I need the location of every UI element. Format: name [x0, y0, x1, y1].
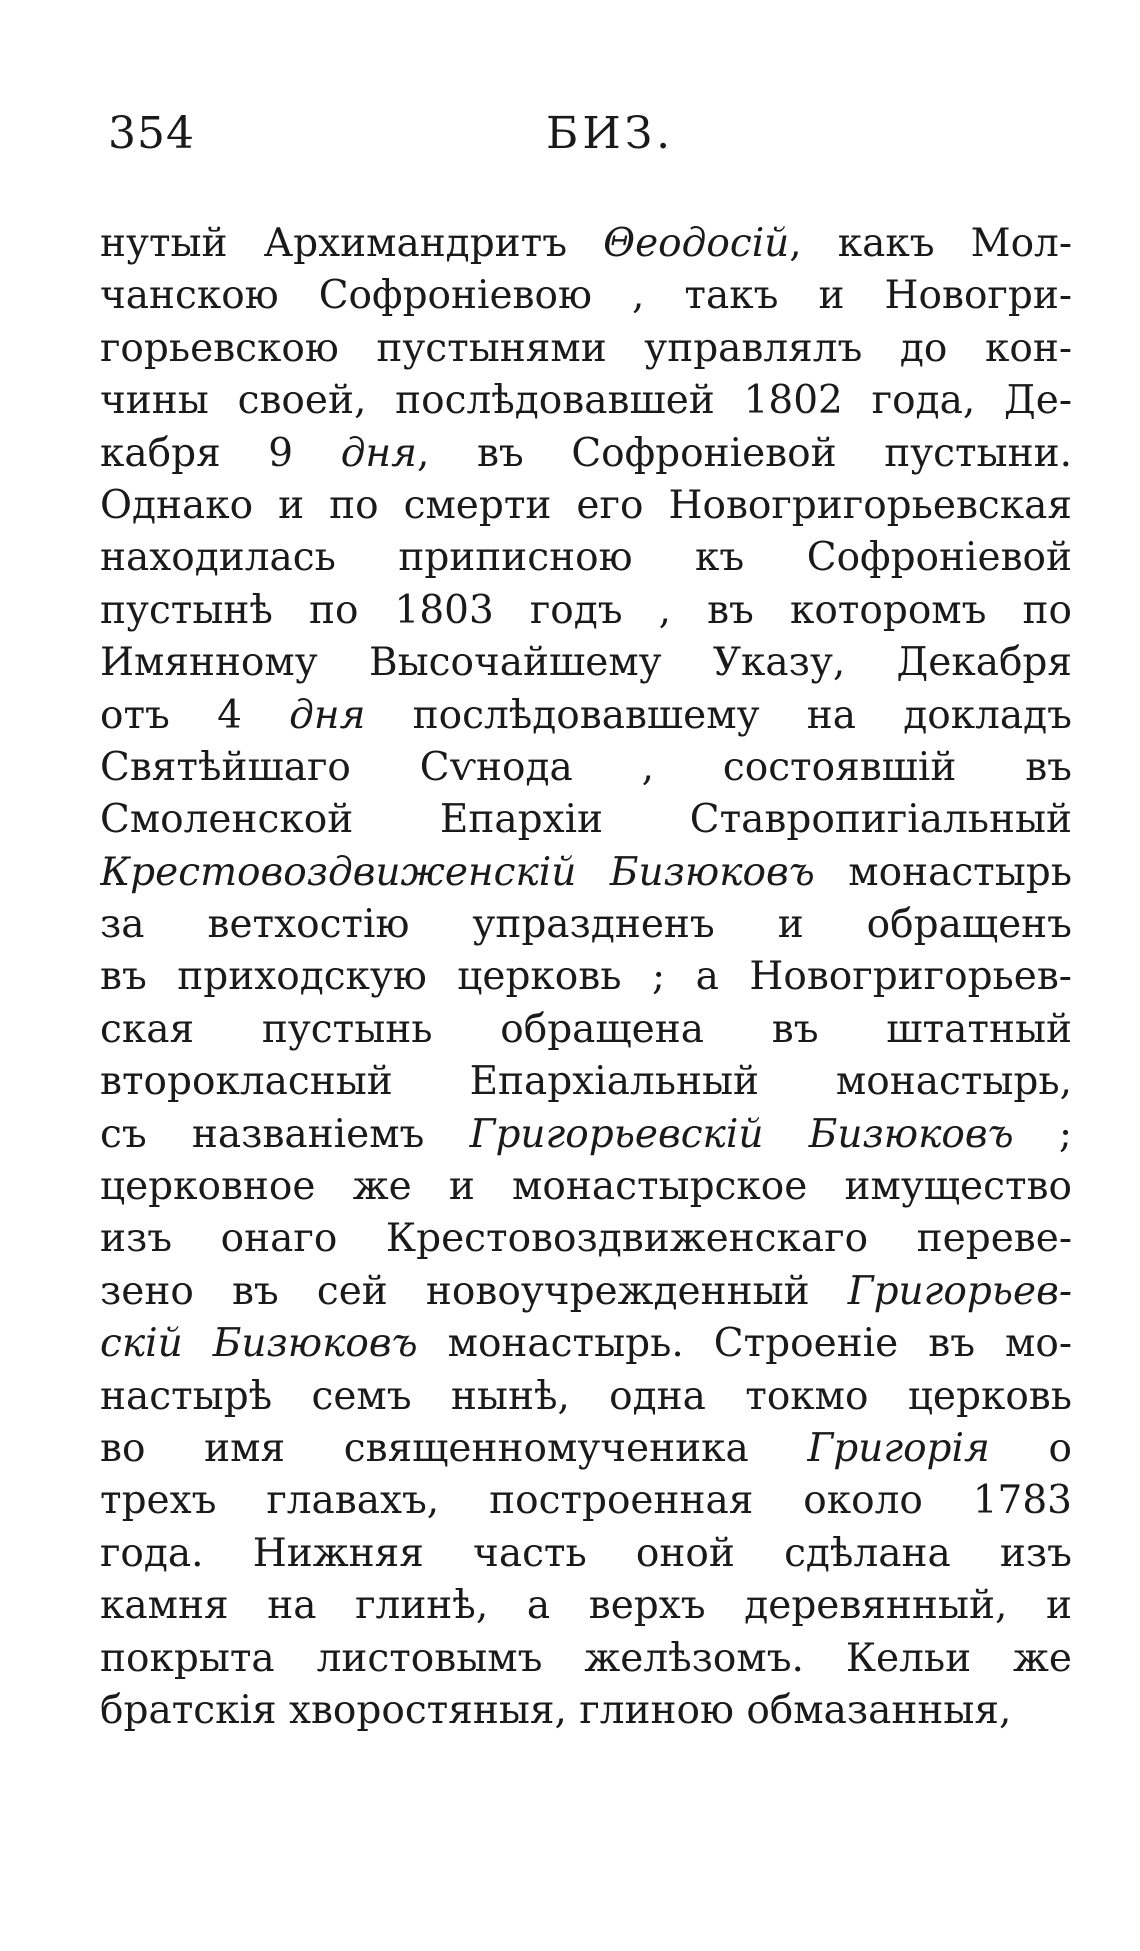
italic-phrase: Григорія: [807, 1425, 990, 1471]
italic-phrase: Θеодосій: [603, 221, 790, 266]
text-line: камня на глинѣ, а верхъ деревянный, и: [100, 1583, 1072, 1629]
text-line: въ приходскую церковь ; а Новогригорьев-: [100, 954, 1072, 1000]
text-line: изъ онаго Крестовоздвиженскаго переве-: [100, 1216, 1072, 1262]
text-line: пустынѣ по 1803 годъ , въ которомъ по: [100, 587, 1072, 633]
text-line: во имя священномученика Григорія о: [100, 1425, 1072, 1471]
italic-phrase: скій Бизюковъ: [100, 1321, 418, 1367]
text-line: находилась приписною къ Софроніевой: [100, 535, 1072, 581]
text-line: трехъ главахъ, построенная около 1783: [100, 1478, 1072, 1524]
italic-phrase: Григорьевскій Бизюковъ: [469, 1111, 1014, 1157]
text-line: съ названіемъ Григорьевскій Бизюковъ ;: [100, 1111, 1072, 1157]
text-line: отъ 4 дня послѣдовавшему на докладъ: [100, 692, 1072, 738]
text-line: чанскою Софроніевою , такъ и Новогри-: [100, 273, 1072, 319]
body-text: [100, 218, 1072, 1737]
text-line: церковное же и монастырское имущество: [100, 1164, 1072, 1210]
text-line: Крестовоздвиженскій Бизюковъ монастырь: [100, 849, 1072, 895]
text-line: братскія хворостяныя, глиною обмазанныя,: [100, 1687, 1012, 1733]
text-line: ская пустынь обращена въ штатный: [100, 1006, 1072, 1052]
italic-phrase: Григорьев-: [847, 1268, 1072, 1314]
running-head: БИЗ.: [546, 108, 675, 159]
text-line: нутый Архимандритъ Θеодосій, какъ Мол-: [100, 221, 1072, 266]
page-number: 354: [108, 108, 195, 159]
italic-phrase: дня: [289, 692, 366, 738]
text-line: покрыта листовымъ желѣзомъ. Кельи же: [100, 1635, 1072, 1681]
text-line: горьевскою пустынями управлялъ до кон-: [100, 325, 1072, 371]
text-line: Смоленской Епархіи Ставропигіальный: [100, 797, 1072, 843]
italic-phrase: Крестовоздвиженскій Бизюковъ: [100, 849, 815, 895]
page-header: [108, 108, 1058, 168]
text-line: второкласный Епархіальный монастырь,: [100, 1059, 1072, 1105]
text-line: зено въ сей новоучрежденный Григорьев-: [100, 1268, 1072, 1314]
text-line: за ветхостію упраздненъ и обращенъ: [100, 902, 1072, 948]
text-line: года. Нижняя часть оной сдѣлана изъ: [100, 1530, 1072, 1576]
text-line: настырѣ семъ нынѣ, одна токмо церковь: [100, 1373, 1072, 1419]
text-line: Имянному Высочайшему Указу, Декабря: [100, 640, 1072, 686]
text-line: Однако и по смерти его Новогригорьевская: [100, 482, 1072, 528]
text-line: чины своей, послѣдовавшей 1802 года, Де-: [100, 378, 1072, 424]
text-line: кабря 9 дня, въ Софроніевой пустыни.: [100, 430, 1072, 476]
italic-phrase: дня: [340, 430, 417, 476]
text-line: Святѣйшаго Сѵнода , состоявшій въ: [100, 744, 1072, 790]
text-line: скій Бизюковъ монастырь. Строеніе въ мо-: [100, 1321, 1072, 1367]
